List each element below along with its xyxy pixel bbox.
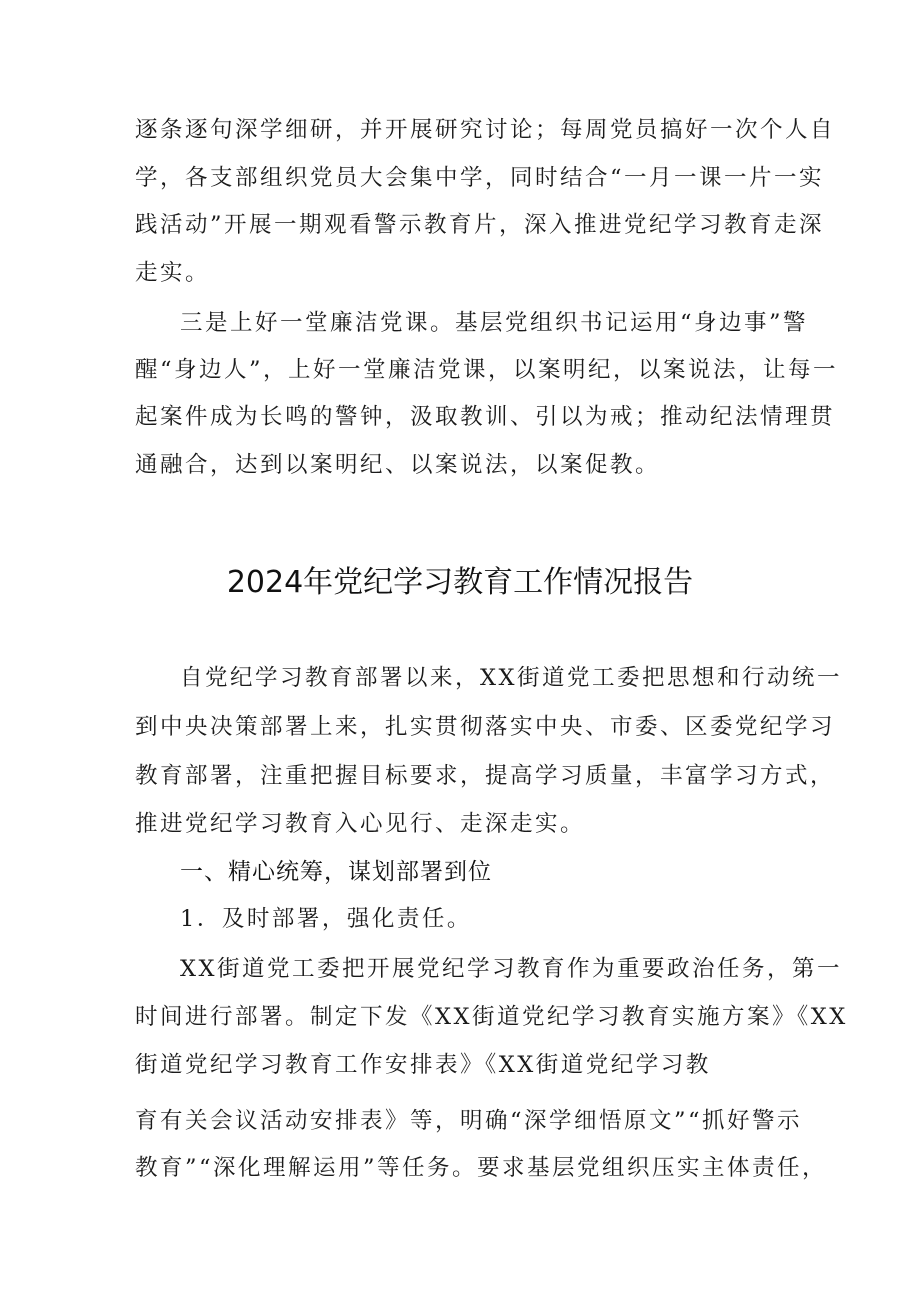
body-line-5: 教育”“深化理解运用”等任务。要求基层党组织压实主体责任， xyxy=(135,1155,828,1181)
intro-line-4: 走实。 xyxy=(135,260,211,286)
report-intro-line-3: 教育部署，注重把握目标要求，提高学习质量，丰富学习方式， xyxy=(135,763,836,789)
report-title: 2024年党纪学习教育工作情况报告 xyxy=(226,565,694,600)
body-line-2: 时间进行部署。制定下发《XX街道党纪学习教育实施方案》《XX xyxy=(135,1004,848,1030)
report-intro-line-2: 到中央决策部署上来，扎实贯彻落实中央、市委、区委党纪学习 xyxy=(135,714,836,740)
section-heading: 一、精心统筹，谋划部署到位 xyxy=(180,859,492,885)
body-line-1: XX街道党工委把开展党纪学习教育作为重要政治任务，第一 xyxy=(180,956,843,982)
subsection-title: 1．及时部署，强化责任。 xyxy=(180,906,472,932)
point-three-line-4: 通融合，达到以案明纪、以案说法，以案促教。 xyxy=(135,452,661,478)
intro-line-2: 学，各支部组织党员大会集中学，同时结合“一月一课一片一实 xyxy=(135,165,825,191)
point-three-line-1: 三是上好一堂廉洁党课。基层党组织书记运用“身边事”警 xyxy=(180,310,809,336)
point-three-line-3: 起案件成为长鸣的警钟，汲取教训、引以为戒；推动纪法情理贯 xyxy=(135,404,836,430)
body-line-4: 育有关会议活动安排表》等，明确“深学细悟原文”“抓好警示 xyxy=(135,1108,803,1134)
intro-line-1: 逐条逐句深学细研，并开展研究讨论；每周党员搞好一次个人自 xyxy=(135,117,836,143)
body-line-3: 街道党纪学习教育工作安排表》《XX街道党纪学习教 xyxy=(135,1052,711,1078)
intro-line-3: 践活动”开展一期观看警示教育片，深入推进党纪学习教育走深 xyxy=(135,212,825,238)
point-three-line-2: 醒“身边人”，上好一堂廉洁党课，以案明纪，以案说法，让每一 xyxy=(135,357,839,383)
report-intro-line-4: 推进党纪学习教育入心见行、走深走实。 xyxy=(135,811,586,837)
report-intro-line-1: 自党纪学习教育部署以来，XX街道党工委把思想和行动统一 xyxy=(180,665,843,691)
